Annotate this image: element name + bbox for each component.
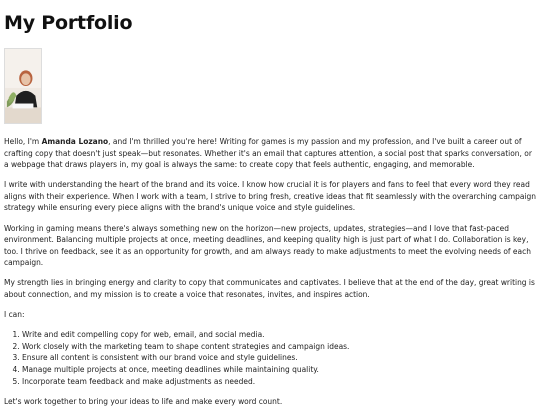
page-title: My Portfolio <box>4 12 133 34</box>
list-item: 1. Write and edit compelling copy for web, email, and social media. <box>22 329 536 341</box>
intro-text-end: , and I'm thrilled you're here! Writing for games is my passion and my profession, and I've built a career out of crafting copy that doesn't just speak—but resonates. Whether it's an email that captures attention, a social post that sparks conversation, or a webpage that draws players in, my goal is always the same: to create copy that feels authentic, engaging, and memorable. <box>4 136 532 170</box>
paragraph-gaming-environment: Working in gaming means there's always something new on the horizon—new projects, updates, strategies—and I love that fast-paced environment. Balancing multiple projects at once, meeting deadlines, and keeping quality high is just part of what I do. Collaboration is key, too. I thrive on feedback, see it as an opportunity for growth, and am always ready to make adjustments to meet the evolving needs of each campaign. <box>4 222 531 268</box>
list-item: 5. Incorporate team feedback and make adjustments as needed. <box>22 376 536 388</box>
abilities-list <box>4 329 536 387</box>
author-name: Amanda Lozano <box>41 136 109 146</box>
paragraph-strength: My strength lies in bringing energy and clarity to copy that communicates and captivates. I believe that at the end of the day, great writing is about connection, and my mission is to create a voice that resonates, invites, and inspires action. <box>4 277 535 300</box>
portrait-photo <box>4 48 42 124</box>
abilities-label: I can: <box>4 309 25 320</box>
paragraph-brand-voice: I write with understanding the heart of the brand and its voice. I know how crucial it is for players and fans to feel that every word they read aligns with their experience. When I work with a team, I strive to bring fresh, creative ideas that fit seamlessly with the overarching campaign strategy while ensuring every piece aligns with the brand's unique voice and style guidelines. <box>4 179 536 213</box>
list-item: 3. Ensure all content is consistent with our brand voice and style guidelines. <box>22 352 536 364</box>
list-item: 4. Manage multiple projects at once, meeting deadlines while maintaining quality. <box>22 364 536 376</box>
list-item: 2. Work closely with the marketing team to shape content strategies and campaign ideas. <box>22 341 536 353</box>
closing-paragraph: Let's work together to bring your ideas to life and make every word count. <box>4 395 283 406</box>
intro-text-start: Hello, I'm <box>4 136 42 146</box>
intro-paragraph <box>4 136 536 171</box>
